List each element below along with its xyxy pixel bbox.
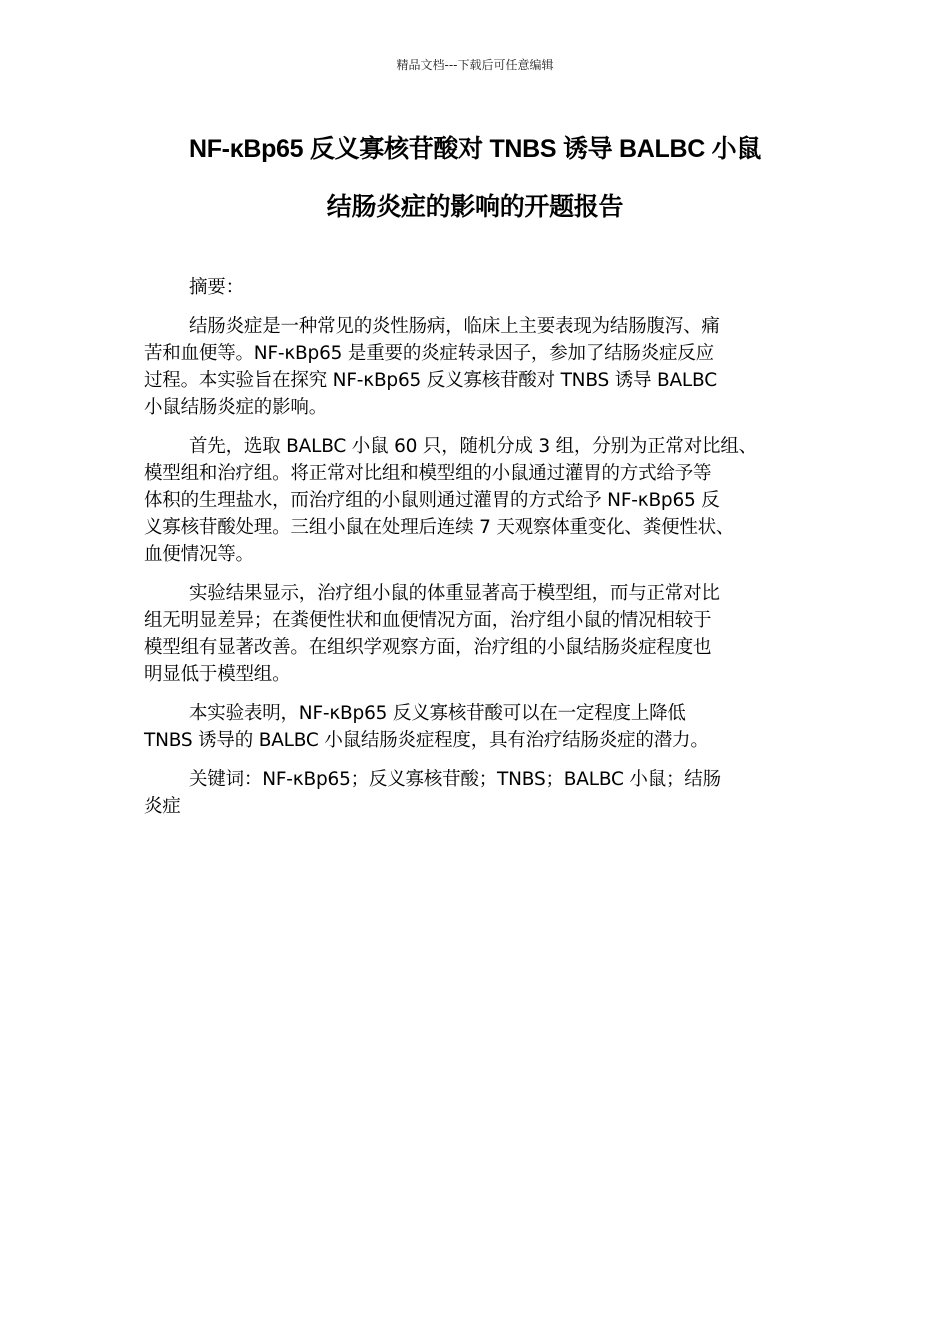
paragraph-line: 苦和血便等。NF-κBp65 是重要的炎症转录因子，参加了结肠炎症反应 xyxy=(144,343,714,364)
title-line-2: 结肠炎症的影响的开题报告 xyxy=(326,193,624,221)
paragraph-line: 组无明显差异；在粪便性状和血便情况方面，治疗组小鼠的情况相较于 xyxy=(144,610,712,631)
abstract-label-paragraph xyxy=(144,274,809,301)
paragraph-line: 模型组和治疗组。将正常对比组和模型组的小鼠通过灌胃的方式给予等 xyxy=(144,463,712,484)
paragraph-line: 首先，选取 BALBC 小鼠 60 只，随机分成 3 组，分别为正常对比组、 xyxy=(189,436,757,457)
paragraph-line: 本实验表明，NF-κBp65 反义寡核苷酸可以在一定程度上降低 xyxy=(189,703,686,724)
header-note: 精品文档---下载后可任意编辑 xyxy=(396,58,554,72)
paragraph-line: 小鼠结肠炎症的影响。 xyxy=(144,397,328,418)
conclusion-paragraph xyxy=(144,700,809,754)
intro-paragraph xyxy=(144,313,809,421)
paragraph-line: 义寡核苷酸处理。三组小鼠在处理后连续 7 天观察体重变化、粪便性状、 xyxy=(144,517,735,538)
document-body xyxy=(144,274,809,832)
paragraph-line: 体积的生理盐水，而治疗组的小鼠则通过灌胃的方式给予 NF-κBp65 反 xyxy=(144,490,720,511)
paragraph-line: 关键词：NF-κBp65；反义寡核苷酸；TNBS；BALBC 小鼠；结肠 xyxy=(189,769,721,790)
paragraph-line: 结肠炎症是一种常见的炎性肠病，临床上主要表现为结肠腹泻、痛 xyxy=(189,316,720,337)
keywords-paragraph xyxy=(144,766,809,820)
paragraph-line: 过程。本实验旨在探究 NF-κBp65 反义寡核苷酸对 TNBS 诱导 BALBC xyxy=(144,370,717,391)
paragraph-line: 摘要： xyxy=(189,277,244,298)
paragraph-line: 明显低于模型组。 xyxy=(144,664,291,685)
paragraph-line: TNBS 诱导的 BALBC 小鼠结肠炎症程度，具有治疗结肠炎症的潜力。 xyxy=(144,730,709,751)
paragraph-line: 血便情况等。 xyxy=(144,544,254,565)
document-title xyxy=(100,134,850,222)
results-paragraph xyxy=(144,580,809,688)
paragraph-line: 模型组有显著改善。在组织学观察方面，治疗组的小鼠结肠炎症程度也 xyxy=(144,637,712,658)
methods-paragraph xyxy=(144,433,809,568)
paragraph-line: 炎症 xyxy=(144,796,181,817)
paragraph-line: 实验结果显示，治疗组小鼠的体重显著高于模型组，而与正常对比 xyxy=(189,583,720,604)
title-line-1: NF-κBp65 反义寡核苷酸对 TNBS 诱导 BALBC 小鼠 xyxy=(188,135,762,163)
